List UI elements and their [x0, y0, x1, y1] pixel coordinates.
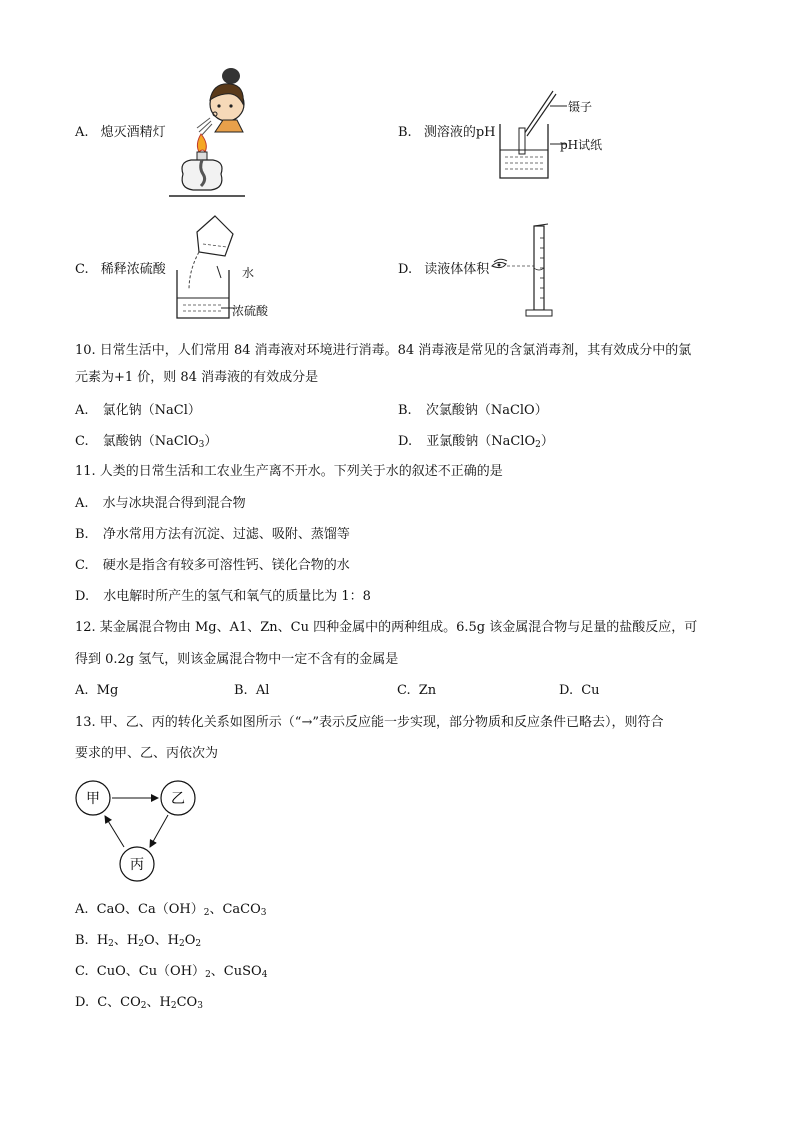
q11-stem: 11. 人类的日常生活和工农业生产离不开水。下列关于水的叙述不正确的是	[75, 464, 503, 479]
q12-option-b[interactable]	[234, 682, 269, 700]
q13-option-c-part: CuO、Cu（OH）	[96, 964, 206, 979]
q13-option-b-part: H	[96, 933, 109, 948]
q9-option-d-letter: D.	[398, 262, 413, 277]
q13-option-b-sub: 2	[178, 939, 185, 949]
q9-option-c-text: 稀释浓硫酸	[100, 262, 166, 277]
q10-option-a-letter: A.	[75, 403, 89, 418]
q12-option-a-text: Mg	[96, 683, 119, 698]
label-ph-paper: pH试纸	[560, 138, 603, 152]
figure-read-volume	[490, 222, 560, 322]
q10-option-a[interactable]	[75, 402, 201, 420]
q13-option-d-letter: D.	[75, 995, 90, 1010]
q13-option-b[interactable]	[75, 932, 201, 953]
arrow-bing-to-jia	[105, 816, 124, 847]
q10-option-d-sub: 2	[535, 440, 541, 450]
figure-measure-ph	[495, 88, 557, 183]
q10-option-c-text: 氯酸钠（NaClO	[102, 434, 199, 449]
label-water: 水	[242, 266, 255, 280]
q12-stem-line2: 得到 0.2g 氢气，则该金属混合物中一定不含有的金属是	[75, 652, 399, 667]
q13-option-d[interactable]	[75, 994, 203, 1015]
q12-option-c-text: Zn	[418, 683, 437, 698]
q11-option-a[interactable]	[75, 495, 246, 513]
q13-option-c-part: 、CuSO	[210, 964, 262, 979]
q10-option-c-formula	[103, 434, 218, 449]
q12-option-a-letter: A.	[75, 683, 89, 698]
q12-option-c[interactable]	[397, 682, 436, 700]
q10-option-c[interactable]	[75, 433, 217, 454]
q13-option-c-sub: 2	[205, 970, 211, 980]
q12-option-d[interactable]	[559, 682, 600, 700]
node-jia-label: 甲	[86, 791, 100, 807]
q13-stem-line2: 要求的甲、乙、丙依次为	[75, 746, 219, 761]
q13-option-a-letter: A.	[75, 902, 89, 917]
label-tweezers: 镊子	[568, 100, 593, 114]
q12-option-c-letter: C.	[397, 683, 411, 698]
q10-option-a-text: 氯化钠（NaCl）	[102, 403, 201, 418]
q11-option-b-text: 净水常用方法有沉淀、过滤、吸附、蒸馏等	[102, 527, 350, 542]
q11-option-c-letter: C.	[75, 558, 89, 573]
q10-option-b-letter: B.	[398, 403, 412, 418]
q10-option-b[interactable]	[398, 402, 548, 420]
q10-option-d-text: 亚氯酸钠（NaClO	[426, 434, 536, 449]
node-yi-label: 乙	[171, 791, 185, 807]
q13-option-b-part: O	[184, 933, 196, 948]
q10-option-d-tail: ）	[540, 434, 554, 449]
q9-option-a[interactable]	[75, 124, 166, 142]
q12-option-d-letter: D.	[559, 683, 574, 698]
q13-option-d-part: CO	[176, 995, 198, 1010]
figure-dilute-acid	[175, 210, 237, 325]
q13-option-c-sub: 4	[261, 970, 268, 980]
q12-option-b-text: Al	[255, 683, 270, 698]
q10-stem-line1: 10. 日常生活中，人们常用 84 消毒液对环境进行消毒。84 消毒液是常见的含氯消毒剂，其有效成分中的氯	[75, 343, 692, 358]
q12-stem-line1: 12. 某金属混合物由 Mg、A1、Zn、Cu 四种金属中的两种组成。6.5g 该金属混合物与足量的盐酸反应，可	[75, 620, 698, 635]
q13-option-a-formula	[97, 902, 267, 917]
q12-option-a[interactable]	[75, 682, 118, 700]
q13-option-c-letter: C.	[75, 964, 89, 979]
q13-option-a[interactable]	[75, 901, 267, 922]
q13-option-d-sub: 2	[170, 1001, 177, 1011]
q13-option-c[interactable]	[75, 963, 267, 984]
q10-option-c-sub: 3	[198, 440, 205, 450]
q10-option-d[interactable]	[398, 433, 554, 454]
q13-option-d-part: C、CO	[97, 995, 141, 1010]
q13-option-c-formula	[97, 964, 268, 979]
q13-option-b-part: O、H	[143, 933, 179, 948]
q11-option-a-letter: A.	[75, 496, 89, 511]
q11-option-d-letter: D.	[75, 589, 90, 604]
conversion-diagram	[70, 775, 205, 890]
q13-option-b-sub: 2	[108, 939, 114, 949]
q11-option-d[interactable]	[75, 588, 371, 606]
q11-option-c-text: 硬水是指含有较多可溶性钙、镁化合物的水	[102, 558, 350, 573]
q10-option-d-letter: D.	[398, 434, 413, 449]
q9-option-b-text: 测溶液的pH	[423, 125, 496, 140]
arrow-yi-to-bing	[150, 815, 168, 847]
q11-option-b[interactable]	[75, 526, 350, 544]
q10-option-b-text: 次氯酸钠（NaClO）	[425, 403, 548, 418]
q10-stem-line2: 元素为+1 价，则 84 消毒液的有效成分是	[75, 370, 319, 385]
q10-option-c-letter: C.	[75, 434, 89, 449]
q11-option-b-letter: B.	[75, 527, 89, 542]
q10-option-c-tail: ）	[204, 434, 218, 449]
q9-option-c-letter: C.	[75, 262, 89, 277]
q13-option-b-sub: 2	[195, 939, 202, 949]
q13-option-b-formula	[97, 933, 201, 948]
q12-option-b-letter: B.	[234, 683, 248, 698]
q13-option-d-part: 、H	[146, 995, 171, 1010]
q9-option-b[interactable]	[398, 124, 496, 142]
q9-option-a-letter: A.	[75, 125, 89, 140]
q13-option-d-sub: 2	[140, 1001, 147, 1011]
figure-extinguish-lamp	[165, 62, 265, 202]
q9-option-c[interactable]	[75, 261, 166, 279]
q9-option-d[interactable]	[398, 261, 489, 279]
q10-option-d-formula	[426, 434, 554, 449]
q13-option-a-part: 、CaCO	[209, 902, 261, 917]
q9-option-b-letter: B.	[398, 125, 412, 140]
q13-stem-line1: 13. 甲、乙、丙的转化关系如图所示（“→”表示反应能一步实现，部分物质和反应条件已略去），则符合	[75, 715, 664, 730]
q11-option-a-text: 水与冰块混合得到混合物	[102, 496, 246, 511]
q11-option-d-text: 水电解时所产生的氢气和氧气的质量比为 1：8	[103, 589, 371, 604]
q13-option-a-part: CaO、Ca（OH）	[96, 902, 204, 917]
label-conc-acid: 浓硫酸	[232, 304, 269, 318]
q13-option-b-sub: 2	[138, 939, 144, 949]
q13-option-a-sub: 3	[260, 908, 267, 918]
q13-option-d-sub: 3	[197, 1001, 203, 1011]
q9-option-d-text: 读液体体积	[424, 262, 490, 277]
q11-option-c[interactable]	[75, 557, 350, 575]
q9-option-a-text: 熄灭酒精灯	[100, 125, 166, 140]
q13-option-b-part: 、H	[113, 933, 139, 948]
q13-option-d-formula	[97, 995, 203, 1010]
q13-option-b-letter: B.	[75, 933, 89, 948]
node-bing-label: 丙	[130, 857, 144, 873]
q12-option-d-text: Cu	[581, 683, 600, 698]
q13-option-a-sub: 2	[203, 908, 210, 918]
